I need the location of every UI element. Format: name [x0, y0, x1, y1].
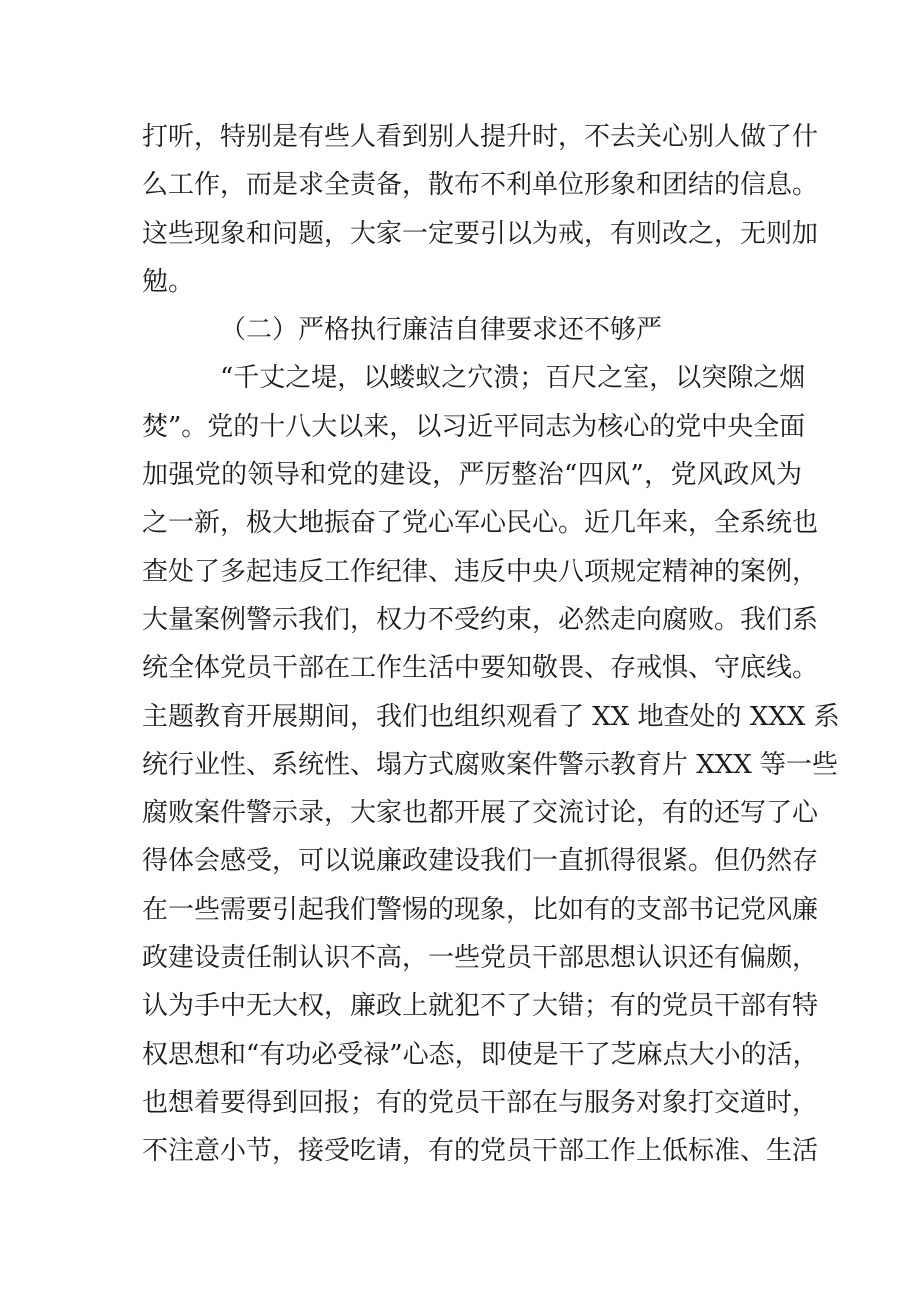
paragraph-2-line-13: 政建设责任制认识不高，一些党员干部思想认识还有偏颇，	[142, 943, 819, 974]
paragraph-2-line-1: “千丈之堤，以蝼蚁之穴溃；百尺之室，以突隙之烟	[220, 363, 806, 394]
paragraph-2-line-10: 腐败案件警示录，大家也都开展了交流讨论，有的还写了心	[142, 798, 819, 829]
paragraph-2-line-3: 加强党的领导和党的建设，严厉整治“四风”，党风政风为	[142, 460, 802, 491]
paragraph-2-line-7: 统全体党员干部在工作生活中要知敬畏、存戒惧、守底线。	[142, 653, 819, 684]
paragraph-2-line-2: 焚”。党的十八大以来，以习近平同志为核心的党中央全面	[142, 411, 806, 442]
paragraph-1-line-4: 勉。	[142, 266, 195, 297]
section-heading: （二）严格执行廉洁自律要求还不够严	[220, 315, 663, 346]
paragraph-2-line-6: 大量案例警示我们，权力不受约束，必然走向腐败。我们系	[142, 604, 819, 635]
paragraph-2-line-14: 认为手中无大权，廉政上就犯不了大错；有的党员干部有特	[142, 991, 819, 1022]
paragraph-2-line-5: 查处了多起违反工作纪律、违反中央八项规定精神的案例，	[142, 556, 819, 587]
paragraph-2-line-11: 得体会感受，可以说廉政建设我们一直抓得很紧。但仍然存	[142, 846, 819, 877]
document-body	[142, 113, 840, 1176]
paragraph-2-line-17: 不注意小节，接受吃请，有的党员干部工作上低标准、生活	[142, 1136, 819, 1167]
paragraph-2-line-12: 在一些需要引起我们警惕的现象，比如有的支部书记党风廉	[142, 894, 819, 925]
paragraph-2-line-8: 主题教育开展期间，我们也组织观看了 XX 地查处的 XXX 系	[142, 701, 840, 732]
paragraph-1-line-2: 么工作，而是求全责备，散布不利单位形象和团结的信息。	[142, 170, 819, 201]
paragraph-2-line-16: 也想着要得到回报；有的党员干部在与服务对象打交道时，	[142, 1087, 819, 1118]
paragraph-2-line-9: 统行业性、系统性、塌方式腐败案件警示教育片 XXX 等一些	[142, 749, 839, 780]
paragraph-2-line-15: 权思想和“有功必受禄”心态，即使是干了芝麻点大小的活，	[142, 1039, 819, 1070]
paragraph-1-line-3: 这些现象和问题，大家一定要引以为戒，有则改之，无则加	[142, 218, 819, 249]
paragraph-1-line-1: 打听，特别是有些人看到别人提升时，不去关心别人做了什	[142, 122, 819, 152]
paragraph-2-line-4: 之一新，极大地振奋了党心军心民心。近几年来，全系统也	[142, 508, 819, 539]
